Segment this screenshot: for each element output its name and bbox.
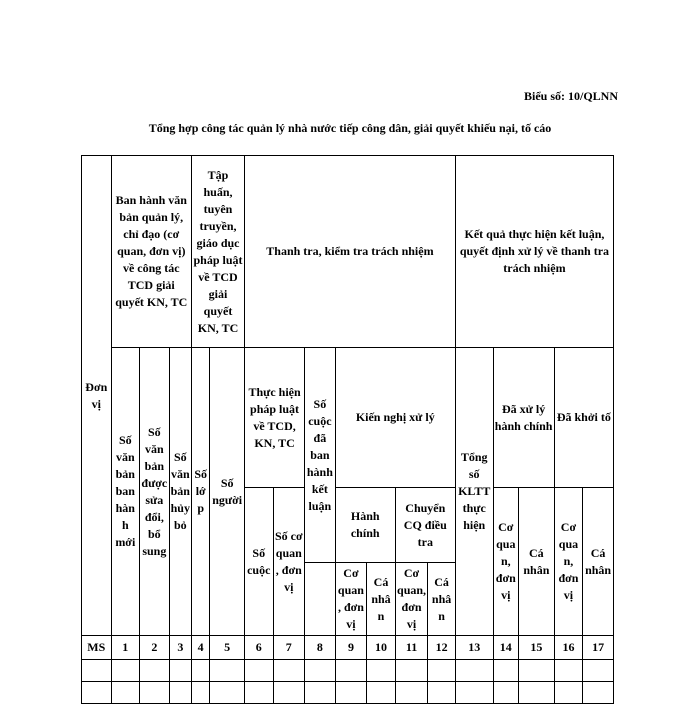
header-admin-individual: Cá nhân (519, 488, 555, 636)
header-num-inspections: Số cuộc (245, 488, 274, 636)
header-prosecuted-agency: Cơ quan, đơn vị (554, 488, 583, 636)
header-prosecuted: Đã khởi tố (554, 348, 613, 488)
header-prosecuted-individual: Cá nhân (583, 488, 614, 636)
header-training: Tập huấn, tuyên truyền, giáo dục pháp luật về TCD giải quyết KN, TC (192, 156, 245, 348)
code-cell: 15 (519, 636, 555, 660)
code-cell: 8 (305, 636, 336, 660)
header-recommendations: Kiến nghị xử lý (335, 348, 455, 488)
header-administrative-agency: Cơ quan, đơn vị (335, 563, 367, 636)
code-cell: 7 (273, 636, 305, 660)
column-code-row (82, 636, 614, 660)
header-law-compliance: Thực hiện pháp luật về TCD, KN, TC (245, 348, 305, 488)
header-total-klt: Tổng số KLTT thực hiện (455, 348, 493, 636)
document-title: Tổng hợp công tác quản lý nhà nước tiếp công dân, giải quyết khiếu nại, tố cáo (148, 121, 552, 135)
header-reports-issued: Số cuộc đã ban hành kết luận (305, 348, 336, 563)
form-code: Biểu số: 10/QLNN (523, 89, 618, 103)
code-cell: 12 (428, 636, 456, 660)
code-cell: 17 (583, 636, 614, 660)
header-admin-agency: Cơ quan, đơn vị (493, 488, 518, 636)
code-cell: 6 (245, 636, 274, 660)
code-cell: 1 (111, 636, 140, 660)
header-docs-amended: Số văn bản được sửa đổi, bổ sung (140, 348, 170, 636)
header-unit: Đơn vị (82, 156, 112, 636)
header-docs-cancelled: Số văn bản hủy bỏ (169, 348, 191, 636)
header-transfer-agency: Cơ quan, đơn vị (395, 563, 428, 636)
code-cell: 3 (169, 636, 191, 660)
header-issued-docs: Ban hành văn bản quản lý, chỉ đạo (cơ quan, đơn vị) về công tác TCD giải quyết KN, TC (111, 156, 191, 348)
code-ms: MS (82, 636, 112, 660)
header-inspection: Thanh tra, kiểm tra trách nhiệm (245, 156, 456, 348)
header-administrative: Hành chính (335, 488, 395, 563)
code-cell: 4 (192, 636, 210, 660)
header-num-agencies: Số cơ quan, đơn vị (273, 488, 305, 636)
code-cell: 5 (210, 636, 245, 660)
report-table (81, 155, 614, 704)
header-row-1 (82, 156, 614, 348)
header-admin-handled: Đã xử lý hành chính (493, 348, 554, 488)
header-people: Số người (210, 348, 245, 636)
header-docs-new: Số văn bản ban hành mới (111, 348, 140, 636)
code-cell: 13 (455, 636, 493, 660)
code-cell: 11 (395, 636, 428, 660)
code-cell: 10 (367, 636, 396, 660)
code-cell: 9 (335, 636, 367, 660)
code-cell: 14 (493, 636, 518, 660)
code-cell: 2 (140, 636, 170, 660)
data-row (82, 682, 614, 704)
header-results: Kết quả thực hiện kết luận, quyết định xử lý về thanh tra trách nhiệm (455, 156, 613, 348)
header-reports-issued-cont (305, 563, 336, 636)
header-row-2 (82, 348, 614, 488)
data-row (82, 660, 614, 682)
header-classes: Số lớp (192, 348, 210, 636)
header-transfer-individual: Cá nhân (428, 563, 456, 636)
header-transfer-investigation: Chuyển CQ điều tra (395, 488, 455, 563)
code-cell: 16 (554, 636, 583, 660)
header-administrative-individual: Cá nhân (367, 563, 396, 636)
